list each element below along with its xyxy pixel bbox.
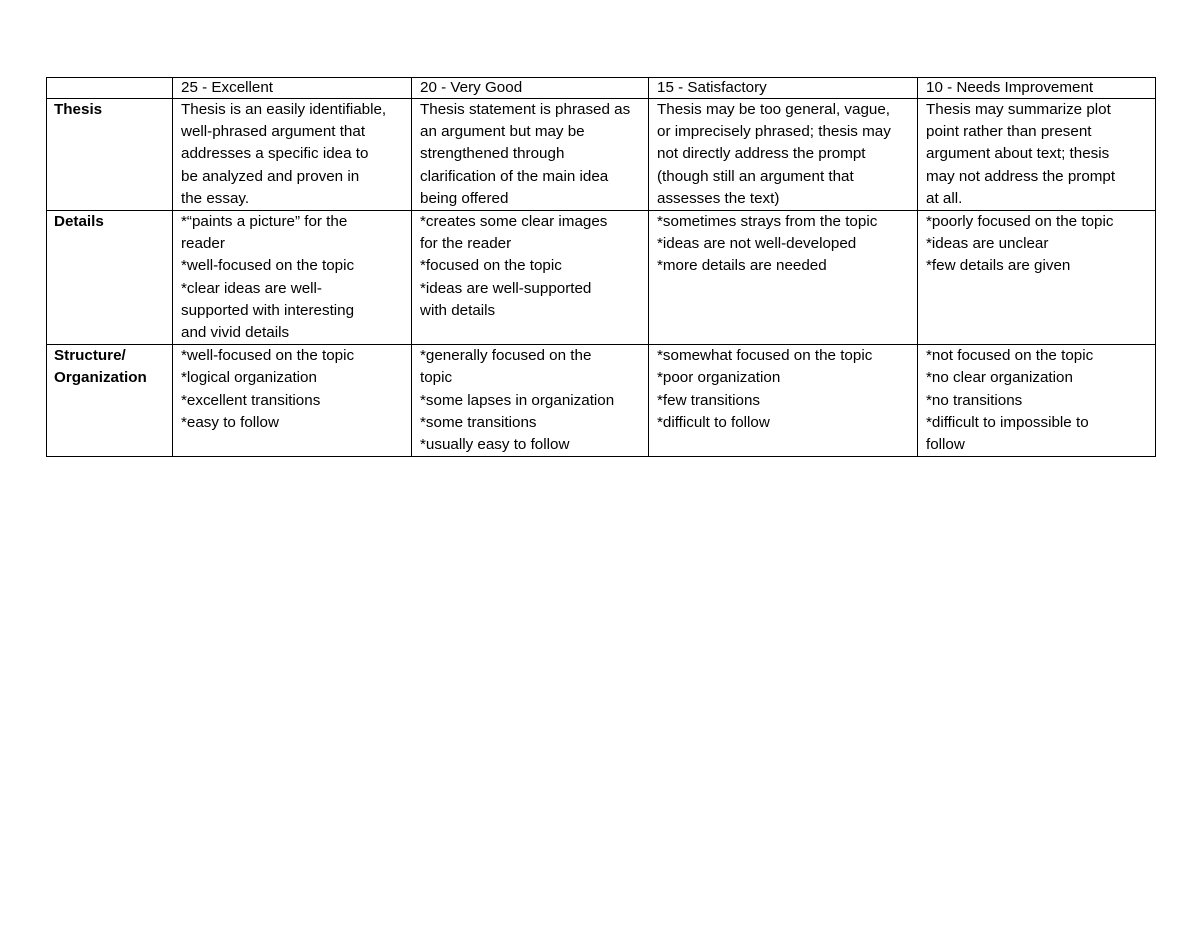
header-cell-very-good: 20 - Very Good [412,78,649,99]
row-label-thesis: Thesis [47,99,173,211]
table-row-thesis [47,99,1156,211]
cell-structure-excellent: *well-focused on the topic *logical organization *excellent transitions *easy to follow [173,345,412,457]
header-cell-excellent: 25 - Excellent [173,78,412,99]
header-cell-needs-improvement: 10 - Needs Improvement [918,78,1156,99]
cell-details-satisfactory: *sometimes strays from the topic *ideas are not well-developed *more details are needed [649,211,918,345]
table-row-structure [47,345,1156,457]
cell-structure-very-good: *generally focused on the topic *some lapses in organization *some transitions *usually easy to follow [412,345,649,457]
row-label-structure: Structure/ Organization [47,345,173,457]
cell-structure-needs-improvement: *not focused on the topic *no clear organization *no transitions *difficult to impossible to follow [918,345,1156,457]
cell-details-needs-improvement: *poorly focused on the topic *ideas are unclear *few details are given [918,211,1156,345]
cell-thesis-excellent: Thesis is an easily identifiable, well-phrased argument that addresses a specific idea to be analyzed and proven in the essay. [173,99,412,211]
cell-thesis-very-good: Thesis statement is phrased as an argument but may be strengthened through clarification of the main idea being offered [412,99,649,211]
header-cell-blank [47,78,173,99]
header-cell-satisfactory: 15 - Satisfactory [649,78,918,99]
cell-structure-satisfactory: *somewhat focused on the topic *poor organization *few transitions *difficult to follow [649,345,918,457]
cell-details-very-good: *creates some clear images for the reader *focused on the topic *ideas are well-supported with details [412,211,649,345]
cell-details-excellent: *“paints a picture” for the reader *well-focused on the topic *clear ideas are well- supported with interesting and vivid details [173,211,412,345]
cell-thesis-needs-improvement: Thesis may summarize plot point rather than present argument about text; thesis may not address the prompt at all. [918,99,1156,211]
header-row [47,78,1156,99]
rubric-table [46,77,1156,457]
cell-thesis-satisfactory: Thesis may be too general, vague, or imprecisely phrased; thesis may not directly address the prompt (though still an argument that assesses the text) [649,99,918,211]
row-label-details: Details [47,211,173,345]
table-row-details [47,211,1156,345]
